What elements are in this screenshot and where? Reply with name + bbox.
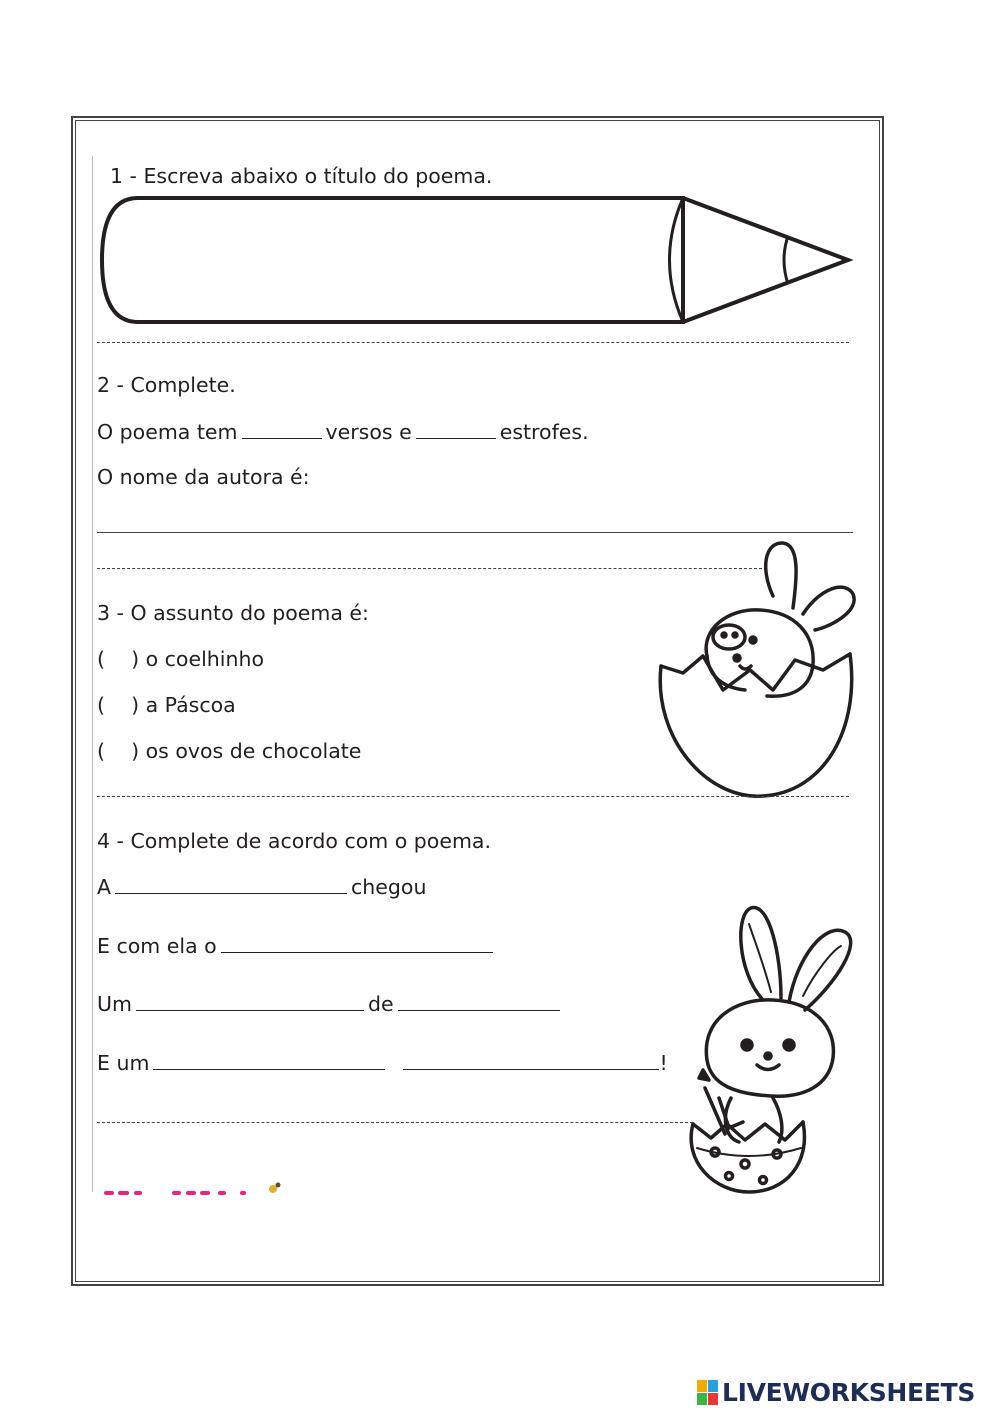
answer-blank[interactable] [136,992,364,1011]
question-2-line-2: O nome da autora é: [97,465,310,489]
text-segment: E um [97,1051,150,1075]
option-label: o coelhinho [145,647,264,671]
answer-blank[interactable] [153,1051,385,1070]
option-label: a Páscoa [145,693,236,717]
question-1-title: 1 - Escreva abaixo o título do poema. [110,164,493,188]
signature-mark [100,1180,290,1198]
bunny-in-egg-illustration [655,538,860,800]
text-segment: A [97,875,112,899]
text-segment: versos e [325,420,412,444]
option-label: os ovos de chocolate [145,739,362,763]
text-segment: E com ela o [97,934,217,958]
question-4-line-4 [97,1051,668,1075]
verses-blank[interactable] [242,420,322,439]
author-answer-line[interactable] [97,532,853,533]
liveworksheets-brand [697,1378,975,1407]
liveworksheets-logo-icon [697,1380,719,1406]
text-segment: O poema tem [97,420,238,444]
answer-blank[interactable] [115,875,347,894]
question-4-line-2 [97,934,497,958]
section-divider [97,342,849,343]
text-segment: chegou [351,875,427,899]
question-3-title: 3 - O assunto do poema é: [97,601,369,625]
checkbox-parens[interactable]: ( ) [97,693,140,717]
question-4-line-3 [97,992,564,1016]
section-divider [97,1122,693,1123]
text-segment: ! [659,1051,668,1075]
liveworksheets-brand-text: LIVEWORKSHEETS [722,1378,976,1407]
section-divider [97,796,849,797]
option-ovos-de-chocolate[interactable] [97,739,361,763]
question-4-line-1 [97,875,426,899]
text-segment: de [367,992,394,1016]
text-segment: estrofes. [499,420,589,444]
question-4-title: 4 - Complete de acordo com o poema. [97,829,492,853]
text-segment: Um [97,992,132,1016]
answer-blank[interactable] [403,1051,659,1070]
checkbox-parens[interactable]: ( ) [97,647,140,671]
question-2-title: 2 - Complete. [97,373,236,397]
option-pascoa[interactable] [97,693,236,717]
checkbox-parens[interactable]: ( ) [97,739,140,763]
option-coelhinho[interactable] [97,647,264,671]
pencil-answer-box[interactable] [98,188,858,330]
question-2-line-1 [97,420,589,444]
stanzas-blank[interactable] [416,420,496,439]
answer-blank[interactable] [221,934,493,953]
bunny-with-carrot-illustration [685,902,860,1194]
margin-line [92,156,93,1192]
answer-blank[interactable] [398,992,560,1011]
